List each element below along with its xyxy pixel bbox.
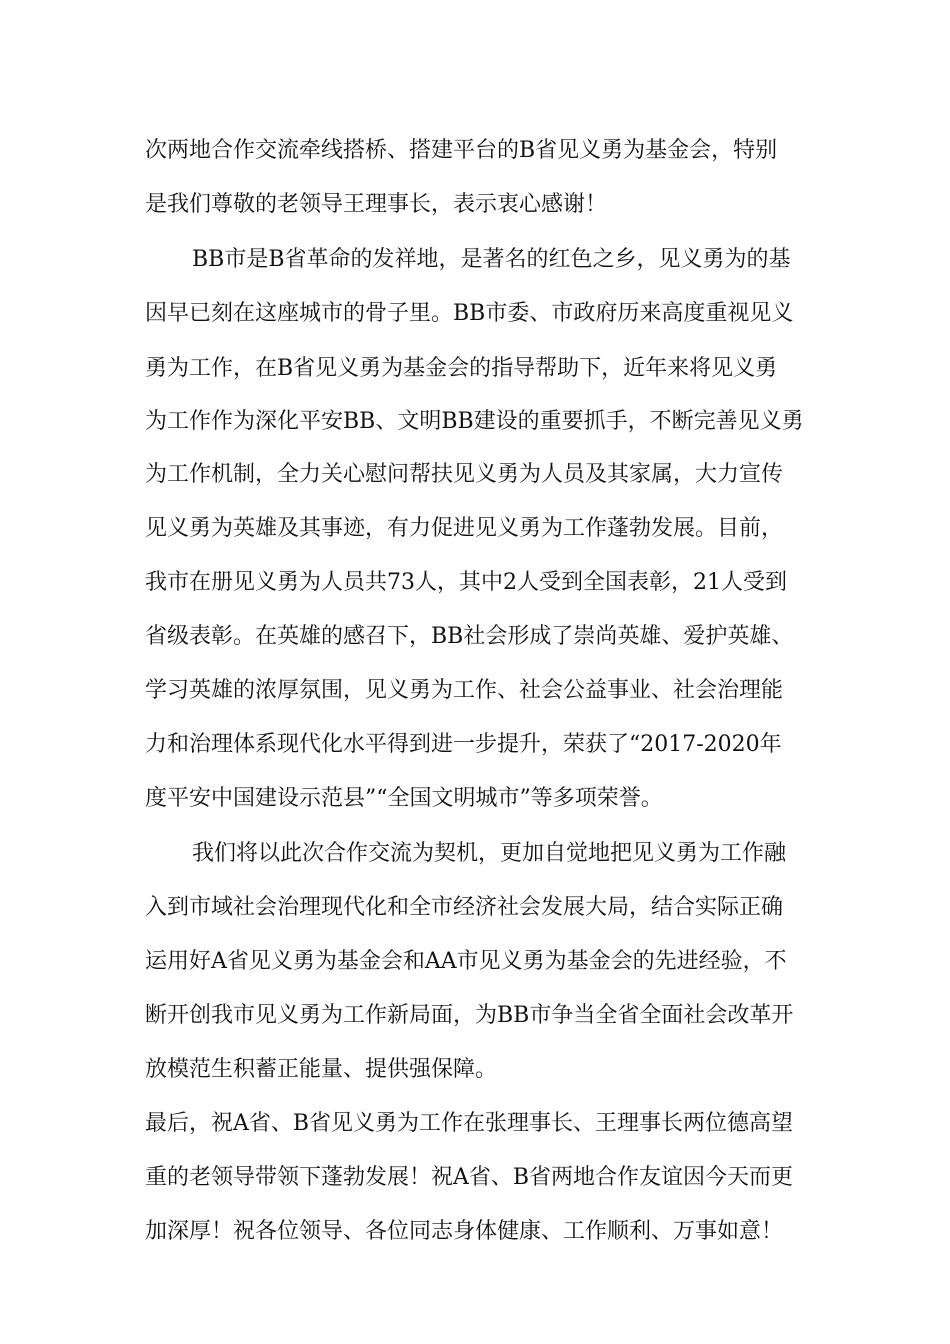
text-line: BB市是B省革命的发祥地，是著名的红色之乡，见义勇为的基: [192, 247, 791, 272]
text-line: 入到市域社会治理现代化和全市经济社会发展大局，结合实际正确: [145, 895, 784, 920]
text-line: 力和治理体系现代化水平得到进一步提升，荣获了“2017-2020年: [145, 732, 782, 757]
text-line: 加深厚！祝各位领导、各位同志身体健康、工作顺利、万事如意！: [145, 1219, 784, 1244]
text-line: 重的老领导带领下蓬勃发展！祝A省、B省两地合作友谊因今天而更: [145, 1165, 794, 1190]
text-line: 因早已刻在这座城市的骨子里。BB市委、市政府历来高度重视见义: [145, 301, 794, 326]
text-line: 度平安中国建设示范县”“全国文明城市”等多项荣誉。: [145, 786, 663, 811]
text-line: 省级表彰。在英雄的感召下，BB社会形成了崇尚英雄、爱护英雄、: [145, 624, 794, 649]
text-line: 为工作机制，全力关心慰问帮扶见义勇为人员及其家属，大力宣传: [145, 462, 784, 487]
text-line: 为工作作为深化平安BB、文明BB建设的重要抓手，不断完善见义勇: [145, 409, 804, 434]
text-line: 次两地合作交流牵线搭桥、搭建平台的B省见义勇为基金会，特别: [145, 138, 778, 163]
text-line: 是我们尊敬的老领导王理事长，表示衷心感谢！: [145, 192, 608, 217]
text-line: 我市在册见义勇为人员共73人，其中2人受到全国表彰，21人受到: [145, 570, 787, 595]
text-line: 我们将以此次合作交流为契机，更加自觉地把见义勇为工作融: [192, 841, 787, 866]
text-line: 见义勇为英雄及其事迹，有力促进见义勇为工作蓬勃发展。目前，: [145, 516, 784, 541]
text-line: 断开创我市见义勇为工作新局面，为BB市争当全省全面社会改革开: [145, 1003, 794, 1028]
text-line: 放模范生积蓄正能量、提供强保障。: [145, 1057, 498, 1082]
text-line: 最后，祝A省、B省见义勇为工作在张理事长、王理事长两位德高望: [145, 1111, 794, 1136]
text-line: 运用好A省见义勇为基金会和AA市见义勇为基金会的先进经验，不: [145, 949, 787, 974]
text-line: 勇为工作，在B省见义勇为基金会的指导帮助下，近年来将见义勇: [145, 356, 778, 381]
text-line: 学习英雄的浓厚氛围，见义勇为工作、社会公益事业、社会治理能: [145, 678, 784, 703]
